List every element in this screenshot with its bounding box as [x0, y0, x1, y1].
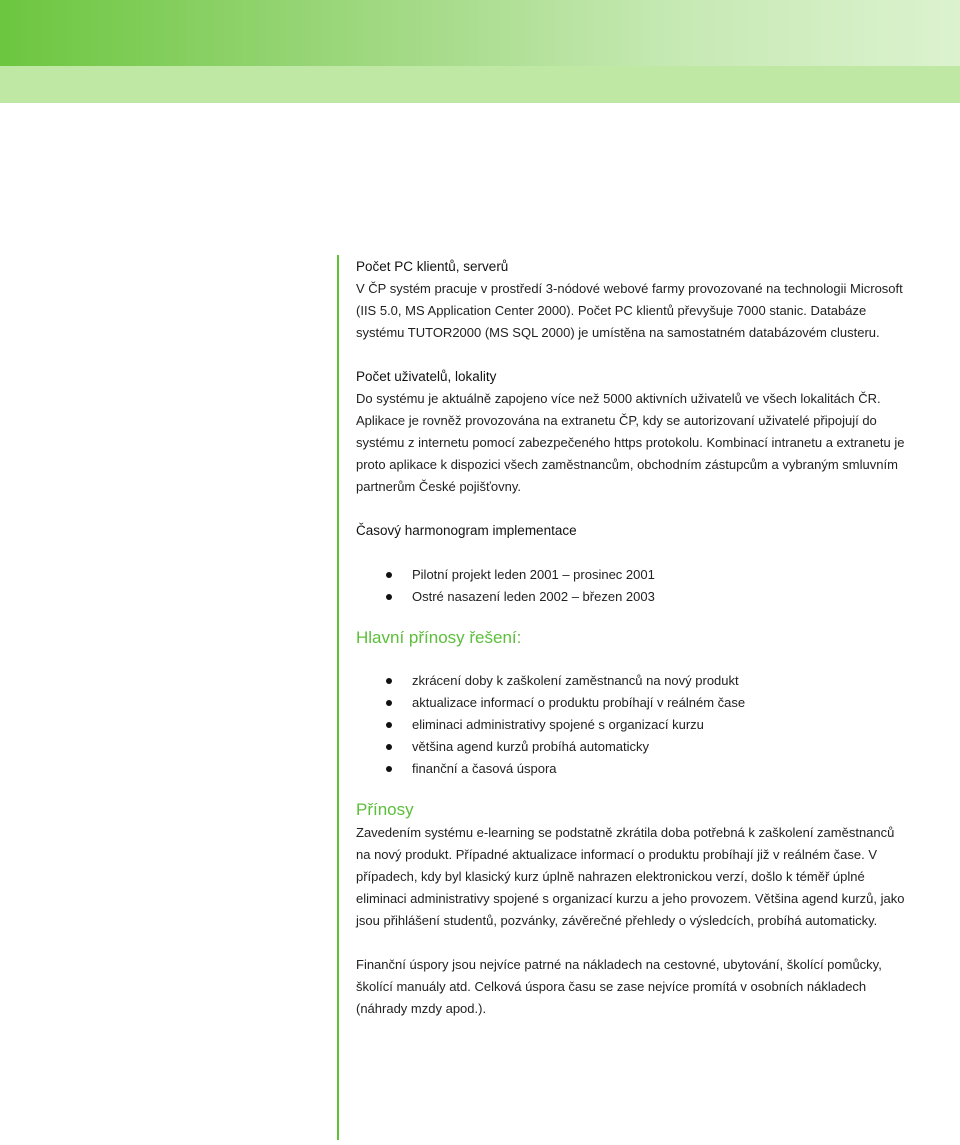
heading-pc-count: Počet PC klientů, serverů [356, 259, 509, 274]
bullet-icon [386, 722, 392, 728]
text-line: případech, kdy byl klasický kurz úplně nahrazen elektronickou verzí, došlo k téměř úplné [356, 869, 865, 884]
bullet-icon [386, 766, 392, 772]
text-line: jsou přihlášení studentů, pozvánky, závěrečné přehledy o výsledcích, probíhá automaticky. [356, 913, 878, 928]
text-line: Do systému je aktuálně zapojeno více než 5000 aktivních uživatelů ve všech lokalitách ČR. [356, 391, 881, 406]
vertical-accent-line [337, 255, 339, 1140]
text-line: (IIS 5.0, MS Application Center 2000). Počet PC klientů převyšuje 7000 stanic. Databáze [356, 303, 867, 318]
bullet-icon [386, 594, 392, 600]
text-line: (náhrady mzdy apod.). [356, 1001, 487, 1016]
text-line: V ČP systém pracuje v prostředí 3-nódové webové farmy provozované na technologii Microsoft [356, 281, 903, 296]
heading-users: Počet uživatelů, lokality [356, 369, 497, 384]
bullet-icon [386, 678, 392, 684]
bullet-icon [386, 744, 392, 750]
text-line: školící manuály atd. Celková úspora času se zase nejvíce promítá v osobních nákladech [356, 979, 867, 994]
schedule-list [356, 564, 916, 608]
list-item: většina agend kurzů probíhá automaticky [356, 736, 916, 758]
bullet-icon [386, 572, 392, 578]
heading-schedule: Časový harmonogram implementace [356, 523, 577, 538]
header-gradient-band [0, 0, 960, 66]
text-line: proto aplikace k dispozici všech zaměstnancům, obchodním zástupcům a vybraným smluvním [356, 457, 898, 472]
list-item: zkrácení doby k zaškolení zaměstnanců na nový produkt [356, 670, 916, 692]
text-line: systému TUTOR2000 (MS SQL 2000) je umístěna na samostatném databázovém clusteru. [356, 325, 880, 340]
list-item: Ostré nasazení leden 2002 – březen 2003 [356, 586, 916, 608]
list-item: Pilotní projekt leden 2001 – prosinec 2001 [356, 564, 916, 586]
heading-main-benefits: Hlavní přínosy řešení: [356, 628, 522, 647]
text-line: Finanční úspory jsou nejvíce patrné na nákladech na cestovné, ubytování, školící pomůcky, [356, 957, 882, 972]
text-line: na nový produkt. Případné aktualizace informací o produktu probíhají již v reálném čase. V [356, 847, 878, 862]
heading-benefits: Přínosy [356, 800, 414, 819]
list-item: finanční a časová úspora [356, 758, 916, 780]
text-line: Aplikace je rovněž provozována na extranetu ČP, kdy se autorizovaní uživatelé připojují do [356, 413, 877, 428]
benefits-list [356, 670, 916, 780]
list-item: eliminaci administrativy spojené s organizací kurzu [356, 714, 916, 736]
header-sub-band [0, 66, 960, 103]
text-line: systému z internetu pomocí zabezpečeného https protokolu. Kombinací intranetu a extranetu je [356, 435, 905, 450]
bullet-icon [386, 700, 392, 706]
document-body [356, 256, 916, 1020]
text-line: partnerům České pojišťovny. [356, 479, 522, 494]
list-item: aktualizace informací o produktu probíhají v reálném čase [356, 692, 916, 714]
text-line: Zavedením systému e-learning se podstatně zkrátila doba potřebná k zaškolení zaměstnanců [356, 825, 895, 840]
text-line: eliminaci administrativy spojené s organizací kurzu a jeho provozem. Většina agend kurzů, jako [356, 891, 905, 906]
